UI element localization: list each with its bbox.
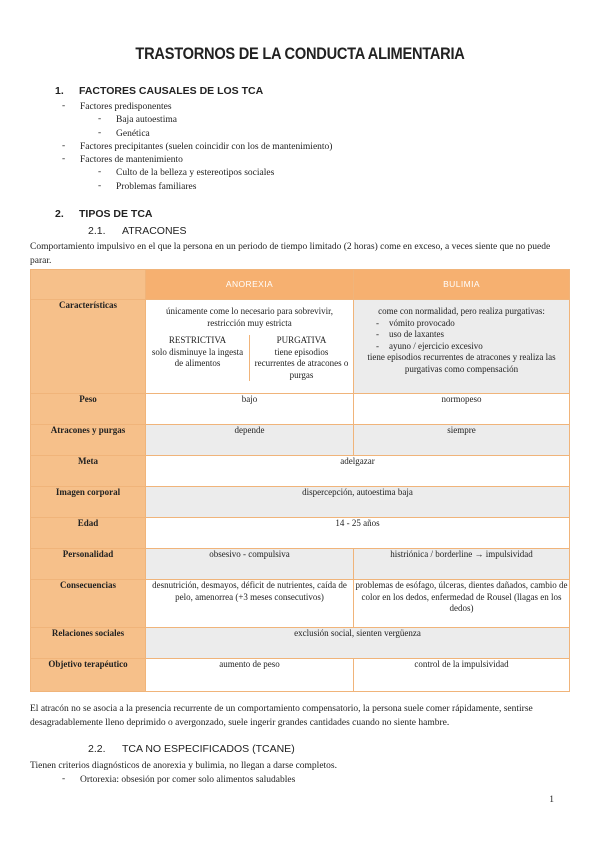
- section-title: FACTORES CAUSALES DE LOS TCA: [79, 85, 264, 97]
- table-row: [31, 456, 570, 487]
- bullet-dash: -: [98, 128, 102, 138]
- row-label: Objetivo terapéutico: [31, 659, 146, 692]
- table-header-row: [31, 270, 570, 300]
- cell-both: dispercepción, autoestima baja: [146, 487, 570, 518]
- purgative-list: [354, 318, 569, 353]
- list-item: - uso de laxantes: [376, 329, 444, 339]
- subsection-title: ATRACONES: [122, 225, 187, 237]
- paragraph: El atracón no se asocia a la presencia recurrente de un comportamiento compensatorio, la persona suele comer rápidamente, sentirse desagradablemente lleno deprimido o avergonzado, suele ingerir grandes cantidades cuando no siente hambre.: [30, 704, 533, 728]
- list-subitem: Genética: [116, 129, 150, 139]
- list-item: Factores predisponentes: [80, 102, 172, 112]
- cell-anorexia: bajo: [146, 394, 354, 425]
- cell-anorexia: obsesivo - compulsiva: [146, 549, 354, 580]
- cell-text: únicamente come lo necesario para sobrevivir, restricción muy estricta: [165, 306, 334, 328]
- cell-both: exclusión social, sienten vergüenza: [146, 628, 570, 659]
- row-label: Meta: [31, 456, 146, 487]
- subsection-number: 2.1.: [88, 225, 106, 237]
- list-item: - vómito provocado: [376, 317, 455, 328]
- row-label: Atracones y purgas: [31, 425, 146, 456]
- table-corner-cell: [31, 270, 146, 300]
- table-row: [31, 659, 570, 692]
- table-row: [31, 580, 570, 628]
- cell-anorexia: depende: [146, 425, 354, 456]
- cell-bulimia: [354, 300, 570, 394]
- header-anorexia: ANOREXIA: [146, 270, 354, 300]
- table-row: [31, 394, 570, 425]
- section-title: TIPOS DE TCA: [79, 208, 153, 220]
- bullet-dash: -: [98, 167, 102, 177]
- subtype-title: PURGATIVA: [276, 335, 327, 345]
- cell-text: come con normalidad, pero realiza purgativas:: [378, 306, 545, 316]
- bullet-dash: -: [98, 181, 102, 191]
- list-item: - ayuno / ejercicio excesivo: [376, 340, 483, 351]
- cell-bulimia: histriónica / borderline → impulsividad: [354, 549, 570, 580]
- row-label: Relaciones sociales: [31, 628, 146, 659]
- subsection-number: 2.2.: [88, 743, 106, 755]
- list-subitem: Culto de la belleza y estereotipos sociales: [116, 168, 275, 178]
- subtype-restrictiva: [146, 335, 250, 381]
- list-subitem: Baja autoestima: [116, 115, 177, 125]
- row-label: Características: [31, 300, 146, 394]
- bullet-dash: -: [62, 141, 66, 151]
- cell-bulimia: siempre: [354, 425, 570, 456]
- table-row: [31, 300, 570, 394]
- table-row: [31, 518, 570, 549]
- cell-both: 14 - 25 años: [146, 518, 570, 549]
- intro-paragraph: Comportamiento impulsivo en el que la persona en un periodo de tiempo limitado (2 horas) come en exceso, a veces siente que no puede parar.: [30, 242, 551, 266]
- cell-both: adelgazar: [146, 456, 570, 487]
- header-bulimia: BULIMIA: [354, 270, 570, 300]
- row-label: Consecuencias: [31, 580, 146, 628]
- cell-text: tiene episodios recurrentes de atracones y realiza las purgativas como compensación: [367, 352, 556, 374]
- cell-bulimia: control de la impulsividad: [354, 659, 570, 692]
- page-number: 1: [549, 795, 554, 805]
- row-label: Peso: [31, 394, 146, 425]
- bullet-dash: -: [98, 114, 102, 124]
- table-row: [31, 487, 570, 518]
- list-item: Ortorexia: obsesión por comer solo alimentos saludables: [80, 775, 296, 785]
- subtype-title: RESTRICTIVA: [168, 335, 227, 345]
- list-subitem: Problemas familiares: [116, 182, 197, 192]
- list-item: Factores precipitantes (suelen coincidir con los de mantenimiento): [80, 142, 333, 152]
- bullet-dash: -: [62, 154, 66, 164]
- section-number: 1.: [55, 85, 64, 97]
- bullet-dash: -: [62, 101, 66, 111]
- cell-bulimia: normopeso: [354, 394, 570, 425]
- bullet-dash: -: [62, 774, 66, 784]
- subtype-purgativa: [250, 335, 353, 381]
- list-item: Factores de mantenimiento: [80, 155, 183, 165]
- cell-anorexia: [146, 300, 354, 394]
- comparison-table: [30, 269, 570, 692]
- subtype-text: solo disminuye la ingesta de alimentos: [151, 346, 244, 368]
- paragraph: Tienen criterios diagnósticos de anorexia y bulimia, no llegan a darse completos.: [30, 761, 338, 771]
- table-row: [31, 628, 570, 659]
- subsection-title: TCA NO ESPECIFICADOS (TCANE): [122, 743, 295, 755]
- table-row: [31, 425, 570, 456]
- row-label: Imagen corporal: [31, 487, 146, 518]
- subtype-text: tiene episodios recurrentes de atracones o purgas: [254, 346, 349, 380]
- cell-anorexia: aumento de peso: [146, 659, 354, 692]
- section-number: 2.: [55, 208, 64, 220]
- anorexia-subtypes: [146, 335, 353, 381]
- row-label: Edad: [31, 518, 146, 549]
- page-title: TRASTORNOS DE LA CONDUCTA ALIMENTARIA: [135, 44, 465, 63]
- row-label: Personalidad: [31, 549, 146, 580]
- table-row: [31, 549, 570, 580]
- cell-bulimia: problemas de esófago, úlceras, dientes dañados, cambio de color en los dedos, enfermedad de Rousel (llagas en los dedos): [354, 580, 570, 628]
- cell-anorexia: desnutrición, desmayos, déficit de nutrientes, caída de pelo, amenorrea (+3 meses consecutivos): [146, 580, 354, 628]
